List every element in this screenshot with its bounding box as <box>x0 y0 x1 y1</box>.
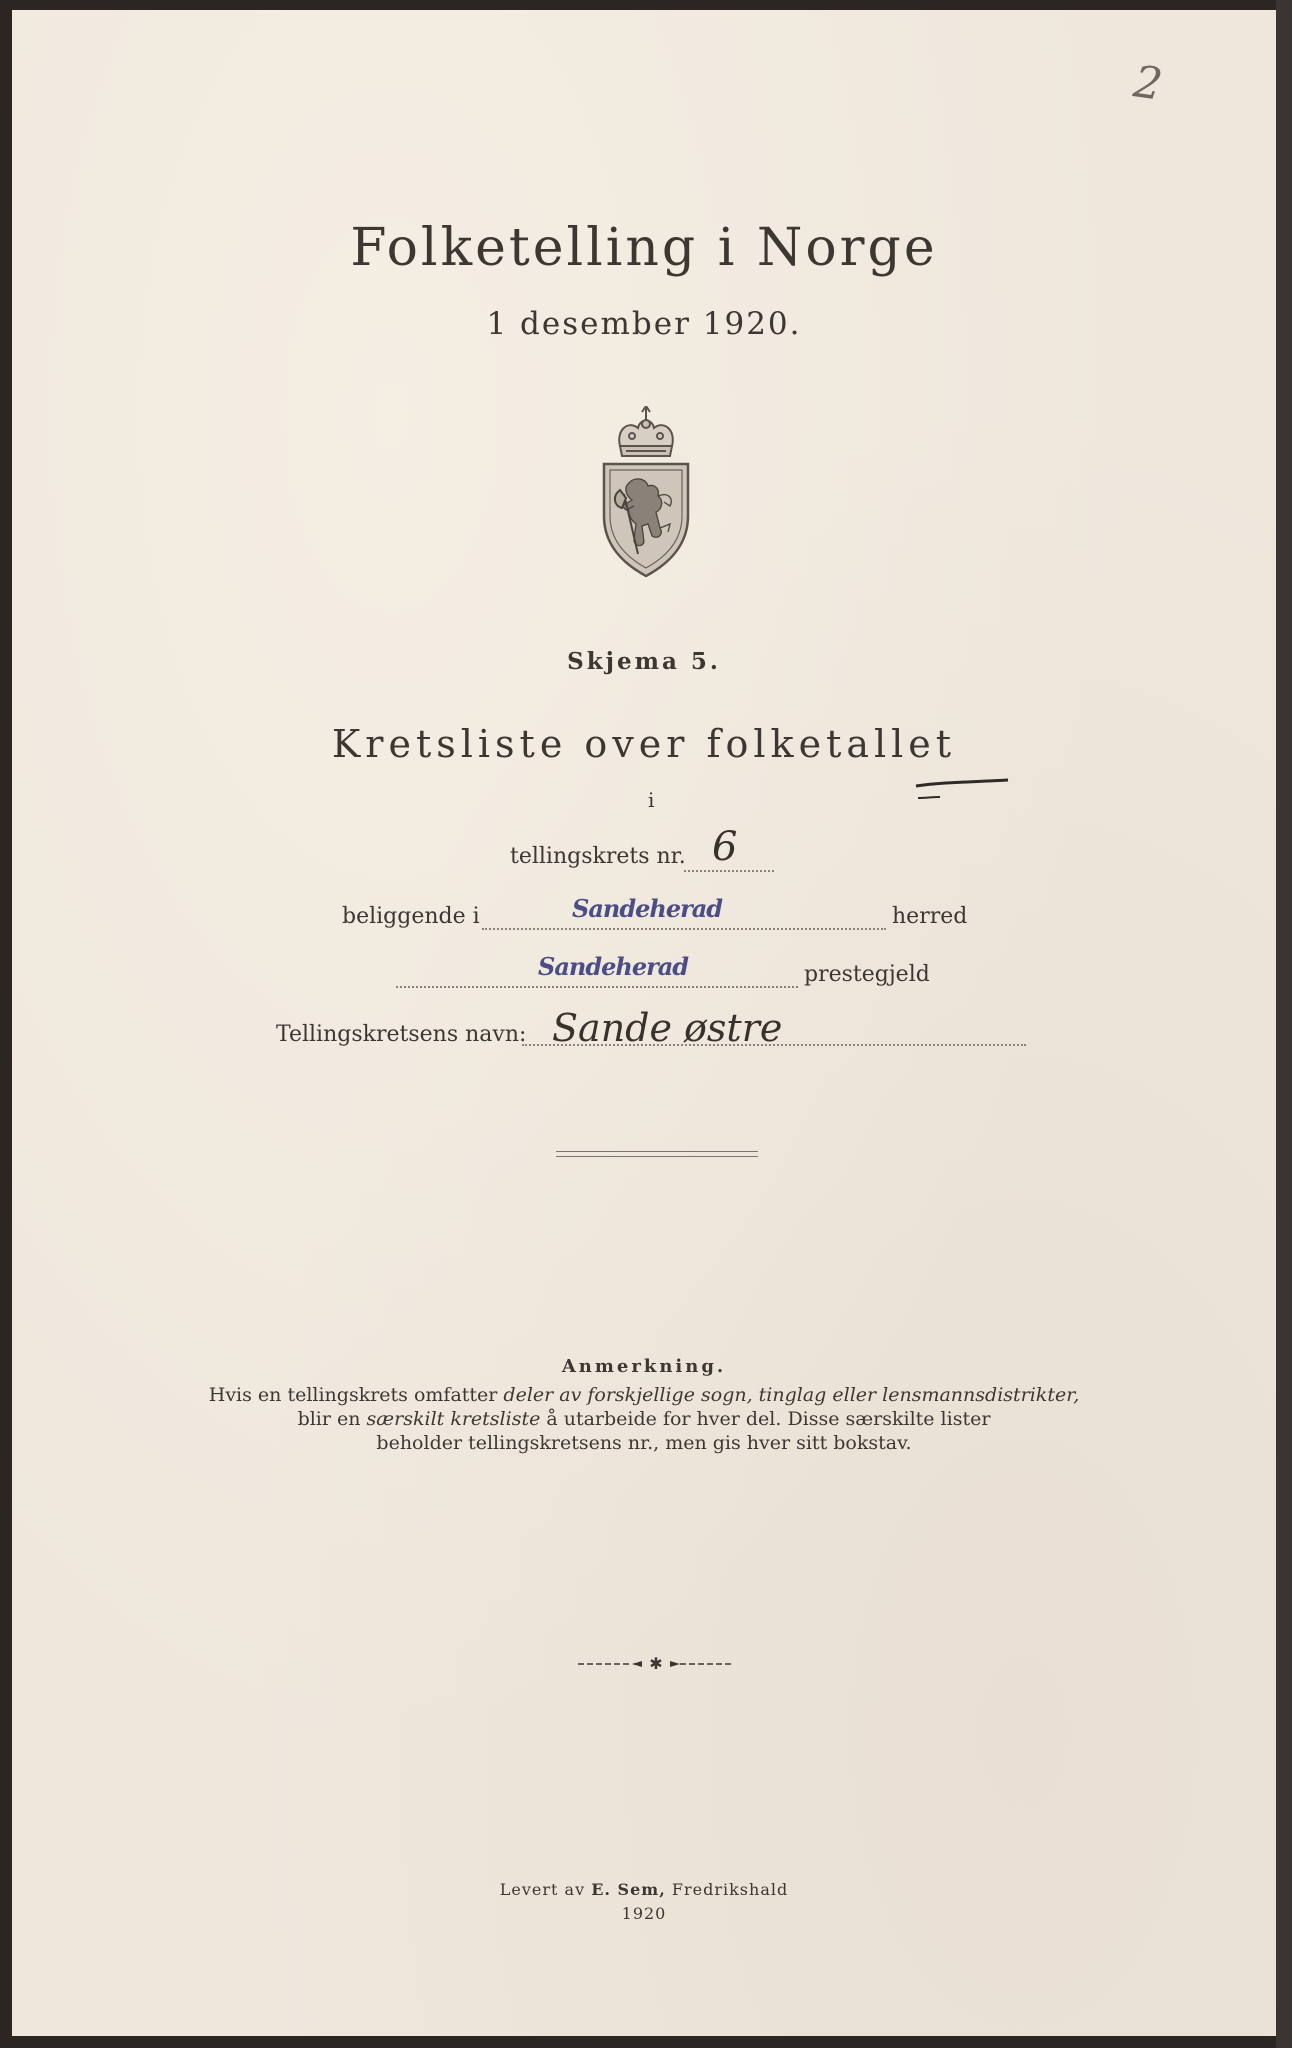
page-title: Folketelling i Norge <box>350 218 938 278</box>
note-heading: Anmerkning. <box>561 1356 727 1377</box>
scan-edge <box>1276 0 1292 2048</box>
printer-city: Fredrikshald <box>665 1880 789 1899</box>
navn-label: Tellingskretsens navn: <box>276 1022 527 1047</box>
note-line-1-text: Hvis en tellingskrets omfatter <box>208 1384 504 1406</box>
beliggende-line <box>482 928 886 930</box>
tellingskrets-value: 6 <box>712 824 738 870</box>
census-date: 1 desember 1920. <box>486 306 802 342</box>
census-form-page <box>12 10 1276 2036</box>
star-divider-icon <box>576 1654 736 1674</box>
note-line-2-emphasis: særskilt kretsliste <box>366 1408 541 1430</box>
printer-credit <box>12 1880 1276 1899</box>
herred-label: herred <box>892 904 968 929</box>
norwegian-lion-coat-of-arms-icon <box>598 406 694 578</box>
tellingskrets-label: tellingskrets nr. <box>510 844 686 869</box>
beliggende-label: beliggende i <box>342 904 480 929</box>
page-number-mark: 2 <box>1130 56 1166 111</box>
heading-connector: i <box>648 788 655 812</box>
navn-value: Sande østre <box>552 1006 783 1050</box>
prestegjeld-stamp: Sandeherad <box>538 952 689 981</box>
pen-stroke-mark <box>914 776 1010 806</box>
schema-number: Skjema 5. <box>567 648 721 675</box>
note-line-1 <box>12 1384 1276 1406</box>
prestegjeld-label: prestegjeld <box>804 962 930 987</box>
svg-text:✱: ✱ <box>649 1654 663 1673</box>
prestegjeld-line <box>396 986 798 988</box>
note-line-3: beholder tellingskretsens nr., men gis hver sitt bokstav. <box>376 1432 912 1454</box>
printer-prefix: Levert av <box>499 1880 592 1899</box>
note-line-2 <box>12 1408 1276 1430</box>
section-divider <box>556 1151 758 1157</box>
note-line-2-text-c: å utarbeide for hver del. Disse særskilte lister <box>540 1408 991 1430</box>
form-heading: Kretsliste over folketallet <box>331 722 957 766</box>
tellingskrets-line <box>684 870 774 872</box>
note-line-1-emphasis: deler av forskjellige sogn, tinglag eller lensmannsdistrikter, <box>503 1384 1080 1406</box>
note-line-2-text-a: blir en <box>297 1408 367 1430</box>
printer-name: E. Sem, <box>591 1880 666 1899</box>
printer-year: 1920 <box>621 1904 667 1923</box>
beliggende-stamp: Sandeherad <box>572 894 723 923</box>
